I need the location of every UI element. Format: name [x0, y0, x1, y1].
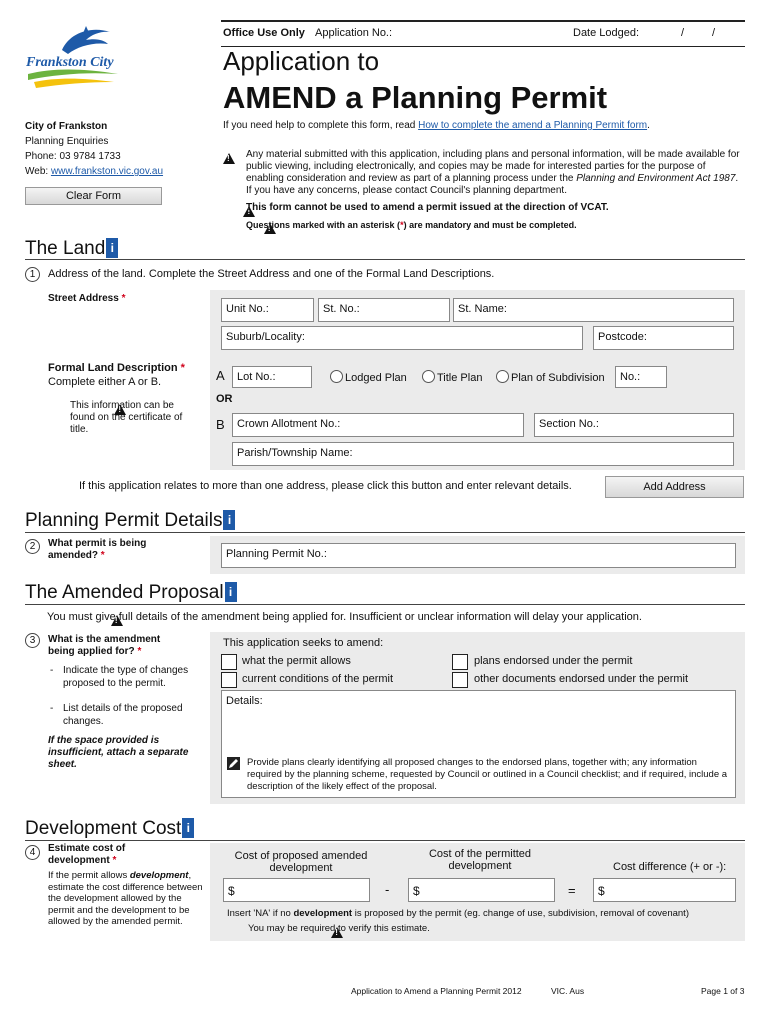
desc-text-b: , estimate the cost difference between the development allowed by the permit and the development to be allowed by the amended permit.	[48, 870, 203, 927]
question-number: 1	[25, 267, 40, 282]
section-no-input[interactable]: Section No.:	[534, 413, 734, 437]
crown-allotment-input[interactable]: Crown Allotment No.:	[232, 413, 524, 437]
council-web-link[interactable]: www.frankston.vic.gov.au	[50, 166, 164, 177]
cost-question	[48, 843, 158, 867]
street-address-label	[48, 293, 125, 304]
section-divider	[25, 840, 745, 841]
equals-sign: =	[568, 883, 576, 898]
seeks-to-amend-label: This application seeks to amend:	[223, 637, 384, 649]
asterisk: *	[180, 362, 185, 374]
radio-button[interactable]	[330, 370, 343, 383]
or-separator: OR	[216, 393, 233, 405]
office-use-label: Office Use Only	[223, 27, 305, 39]
notice-text-a: Any material submitted with this application, including plans and personal information, will be made available for public viewing, including electronically, and copies may be made for interested parties for the purpose of enabling consideration and review as part of a planning process under the	[246, 149, 740, 184]
amendment-bullet-1: - Indicate the type of changes proposed to the permit.	[48, 664, 203, 690]
help-text	[223, 120, 650, 131]
date-slash: /	[681, 27, 685, 39]
question-text: What is the amendment being applied for?	[48, 634, 161, 657]
question-text: What permit is being amended?	[48, 538, 147, 561]
postcode-input[interactable]: Postcode:	[593, 326, 734, 350]
radio-button[interactable]	[422, 370, 435, 383]
desc-text-a: If the permit allows	[48, 870, 130, 881]
label-text: Formal Land Description	[48, 362, 178, 374]
section-title-permit	[25, 510, 235, 532]
street-name-input[interactable]: St. Name:	[453, 298, 734, 322]
application-no-label: Application No.:	[315, 27, 393, 39]
checkbox-label: current conditions of the permit	[242, 673, 394, 685]
details-label: Details:	[226, 695, 263, 707]
planning-permit-no-input[interactable]: Planning Permit No.:	[221, 543, 736, 568]
radio-label: Title Plan	[437, 372, 483, 384]
footer-jurisdiction: VIC. Aus	[551, 986, 585, 996]
radio-label: Lodged Plan	[345, 372, 407, 384]
help-guide-link[interactable]: How to complete the amend a Planning Permit form	[418, 120, 648, 131]
section-title-text: The Amended Proposal	[25, 582, 224, 603]
council-enquiries: Planning Enquiries	[25, 136, 109, 147]
mandatory-text-b: ) are mandatory and must be completed.	[403, 220, 577, 230]
asterisk: *	[400, 220, 404, 230]
mandatory-text-a: Questions marked with an asterisk (	[246, 220, 401, 230]
permit-question	[48, 538, 168, 562]
formal-land-label	[48, 361, 185, 389]
proposed-cost-input[interactable]: $	[223, 878, 370, 902]
bullet-text: Indicate the type of changes proposed to the permit.	[63, 665, 189, 689]
plans-note-icon	[227, 757, 240, 770]
permitted-cost-input[interactable]: $	[408, 878, 555, 902]
section-divider	[25, 532, 745, 533]
warning-icon	[223, 153, 235, 164]
question-number: 2	[25, 539, 40, 554]
checkbox-label: plans endorsed under the permit	[474, 655, 633, 667]
section-title-text: Development Cost	[25, 818, 182, 839]
asterisk: *	[112, 855, 117, 866]
option-a-label: A	[216, 368, 225, 383]
help-prefix: If you need help to complete this form, read	[223, 120, 419, 131]
cost-col-proposed: Cost of proposed amended development	[234, 850, 368, 874]
bullet-text: List details of the proposed changes.	[63, 703, 183, 727]
label-text: Street Address	[48, 293, 119, 304]
question-number: 3	[25, 633, 40, 648]
privacy-notice	[246, 149, 746, 197]
section-divider	[25, 259, 745, 260]
council-name: City of Frankston	[25, 121, 108, 132]
logo-wordmark: Frankston City	[26, 55, 114, 70]
council-phone: Phone: 03 9784 1733	[25, 151, 121, 162]
radio-button[interactable]	[496, 370, 509, 383]
cost-col-permitted: Cost of the permitted development	[428, 848, 532, 872]
street-no-input[interactable]: St. No.:	[318, 298, 450, 322]
mandatory-notice	[246, 220, 577, 230]
na-text-b: is proposed by the permit (eg. change of use, subdivision, removal of covenant)	[352, 908, 689, 919]
info-icon[interactable]: i	[182, 818, 194, 838]
section-title-land	[25, 238, 118, 260]
minus-sign: -	[385, 882, 390, 897]
info-icon[interactable]: i	[225, 582, 237, 602]
checkbox-label: what the permit allows	[242, 655, 351, 667]
more-address-note: If this application relates to more than one address, please click this button and enter relevant details.	[79, 480, 572, 492]
desc-development: development	[129, 870, 189, 881]
footer-page-number: Page 1 of 3	[701, 986, 745, 996]
proposal-warning: You must give full details of the amendment being applied for. Insufficient or unclear information will delay your application.	[47, 611, 642, 623]
cost-difference-input[interactable]: $	[593, 878, 736, 902]
pencil-icon	[227, 757, 240, 770]
parish-input[interactable]: Parish/Township Name:	[232, 442, 734, 466]
clear-form-button[interactable]: Clear Form	[25, 187, 162, 205]
title-line1: Application to	[223, 46, 380, 76]
checkbox-permit-allows[interactable]	[221, 654, 237, 670]
plan-of-subdivision-radio[interactable]	[496, 370, 605, 384]
land-question: Address of the land. Complete the Street Address and one of the Formal Land Descriptions.	[48, 268, 495, 280]
asterisk: *	[137, 646, 142, 657]
unit-no-input[interactable]: Unit No.:	[221, 298, 314, 322]
section-title-text: Planning Permit Details	[25, 510, 223, 531]
lodged-plan-radio[interactable]	[330, 370, 407, 384]
amendment-question	[48, 634, 188, 658]
office-use-header	[221, 20, 745, 47]
asterisk: *	[121, 293, 126, 304]
na-text-a: Insert 'NA' if no	[227, 908, 294, 919]
section-title-text: The Land	[25, 238, 106, 259]
lot-no-input[interactable]: Lot No.:	[232, 366, 312, 388]
suburb-input[interactable]: Suburb/Locality:	[221, 326, 583, 350]
cost-col-difference: Cost difference (+ or -):	[613, 861, 727, 873]
formal-land-hint: Complete either A or B.	[48, 376, 162, 388]
date-slash: /	[712, 27, 716, 39]
checkbox-current-conditions[interactable]	[221, 672, 237, 688]
section-title-proposal	[25, 582, 237, 604]
council-info	[25, 119, 163, 179]
vcat-notice: This form cannot be used to amend a permit issued at the direction of VCAT.	[246, 202, 609, 213]
page-title: AMEND a Planning Permit	[223, 80, 608, 115]
checkbox-label: other documents endorsed under the permit	[474, 673, 689, 685]
na-note	[227, 908, 689, 919]
question-text: Estimate cost of development	[48, 843, 126, 866]
checkbox-other-documents[interactable]	[452, 672, 468, 688]
radio-label: Plan of Subdivision	[511, 372, 605, 384]
option-b-label: B	[216, 417, 225, 432]
info-icon[interactable]: i	[223, 510, 235, 530]
asterisk: *	[100, 550, 105, 561]
question-number: 4	[25, 845, 40, 860]
section-title-cost	[25, 818, 194, 840]
plan-no-input[interactable]: No.:	[615, 366, 667, 388]
date-lodged-label: Date Lodged:	[573, 27, 640, 39]
help-suffix: .	[647, 120, 650, 131]
checkbox-endorsed-plans[interactable]	[452, 654, 468, 670]
add-address-button[interactable]: Add Address	[605, 476, 744, 498]
space-note: If the space provided is insufficient, attach a separate sheet.	[48, 735, 189, 770]
dolphin-logo-icon	[22, 22, 127, 98]
frankston-city-logo	[22, 22, 127, 98]
notice-text-b: . If you have any concerns, please contact Council's planning department.	[246, 173, 739, 196]
info-icon[interactable]: i	[106, 238, 118, 258]
certificate-note: This information can be found on the certificate of title.	[70, 400, 183, 435]
title-plan-radio[interactable]	[422, 370, 482, 384]
amendment-bullet-2: - List details of the proposed changes.	[48, 702, 203, 728]
na-development: development	[293, 908, 353, 919]
verify-note: You may be required to verify this estimate.	[248, 923, 430, 934]
section-divider	[25, 604, 745, 605]
cost-description	[48, 870, 208, 928]
notice-act: Planning and Environment Act 1987	[576, 173, 736, 184]
footer-form-name: Application to Amend a Planning Permit 2012	[351, 986, 522, 996]
plans-note: Provide plans clearly identifying all proposed changes to the endorsed plans, together with; any information required by the planning scheme, requested by Council or outlined in a Council checklist; and if required, include a description of the likely effect of the proposal.	[247, 757, 728, 792]
web-label: Web:	[25, 166, 51, 177]
